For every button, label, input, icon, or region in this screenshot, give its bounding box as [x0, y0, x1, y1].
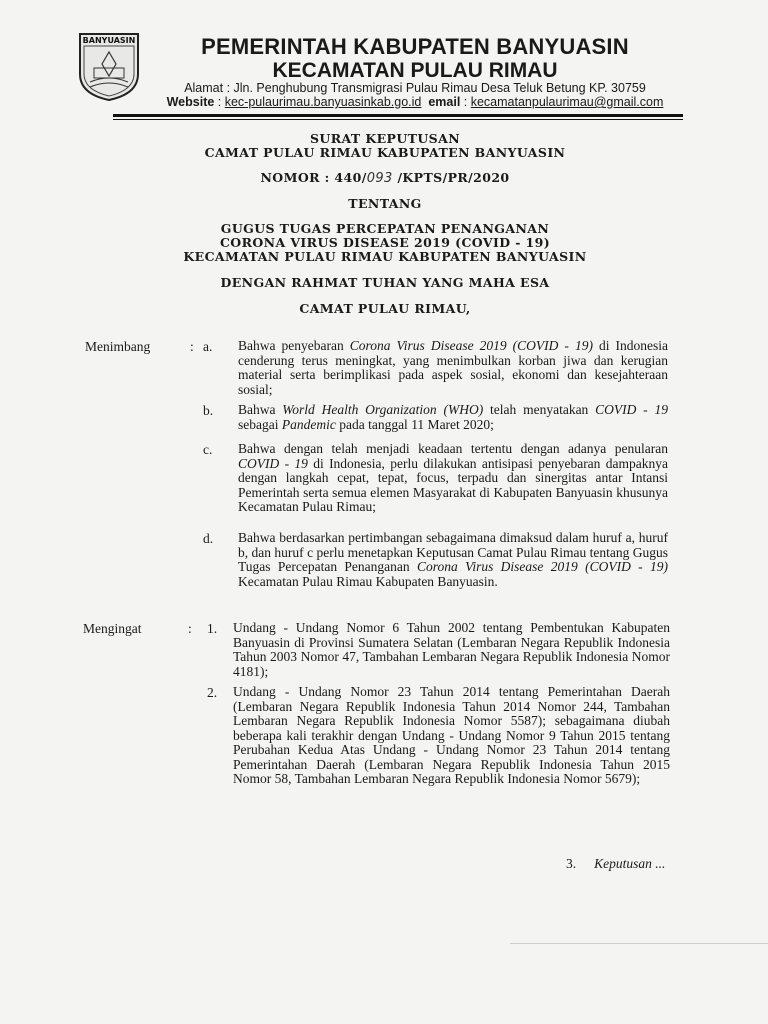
subject-line-3: KECAMATAN PULAU RIMAU KABUPATEN BANYUASIN: [183, 249, 587, 264]
mengingat-item-2: Undang - Undang Nomor 23 Tahun 2014 tentang Pemerintahan Daerah (Lembaran Negara Republik Indonesia Tahun 2014 Nomor 244, Tambahan Lembaran Negara Republik Indonesia Nomor 5587); sebagaimana diubah beberapa kali terakhir dengan Undang - Undang Nomor 9 Tahun 2015 tentang Perubahan Kedua Atas Undang - Undang Nomor 23 Tahun 2014 tentang Pemerintahan Daerah (Lembaran Negara Republik Indonesia Tahun 2015 Nomor 58, Tambahan Lembaran Negara Republik Indonesia Nomor 5679);: [233, 684, 670, 786]
header-line-1: PEMERINTAH KABUPATEN BANYUASIN: [201, 34, 629, 59]
emblem-text: BANYUASIN: [82, 36, 136, 45]
header-rule-thin: [113, 119, 683, 120]
header-rule-thick: [113, 114, 683, 117]
doc-issuer: CAMAT PULAU RIMAU KABUPATEN BANYUASIN: [204, 145, 566, 160]
continuation-text: Keputusan ...: [594, 856, 666, 871]
doc-type: SURAT KEPUTUSAN: [309, 131, 461, 146]
banyuasin-emblem: [76, 30, 142, 102]
menimbang-item-a: Bahwa penyebaran Corona Virus Disease 2019 (COVID - 19) di Indonesia cenderung terus meningkat, yang menimbulkan korban jiwa dan kerugian material serta berimplikasi pada aspek sosial, ekonomi dan kesejahteraan sosial;: [238, 338, 668, 397]
doc-number-suffix: /KPTS/PR/2020: [392, 170, 510, 185]
mengingat-number-1: 1.: [207, 621, 218, 636]
menimbang-letter-d: d.: [203, 531, 214, 546]
menimbang-item-b: Bahwa World Health Organization (WHO) telah menyatakan COVID - 19 sebagai Pandemic pada tanggal 11 Maret 2020;: [238, 402, 668, 432]
mengingat-number-2: 2.: [207, 685, 218, 700]
menimbang-letter-a: a.: [203, 339, 213, 354]
menimbang-item-c: Bahwa dengan telah menjadi keadaan tertentu dengan adanya penularan COVID - 19 di Indonesia, perlu dilakukan antisipasi penyebaran dampaknya dengan langkah cepat, tepat, focus, terpadu dan sinergitas antar Intansi Pemerintah serta semua elemen Masyarakat di Kabupaten Banyuasin khusunya Kecamatan Pulau Rimau;: [238, 441, 668, 514]
website-link[interactable]: kec-pulaurimau.banyuasinkab.go.id: [224, 95, 422, 109]
header-contact: Website : kec-pulaurimau.banyuasinkab.go.id email : kecamatanpulaurimau@gmail.com: [166, 95, 664, 109]
header-line-2: KECAMATAN PULAU RIMAU: [272, 59, 558, 82]
header-address: Alamat : Jln. Penghubung Transmigrasi Pulau Rimau Desa Teluk Betung KP. 30759: [184, 81, 646, 95]
email-link[interactable]: kecamatanpulaurimau@gmail.com: [470, 95, 664, 109]
doc-number-handwritten: 093: [366, 171, 393, 186]
subject-line-2: CORONA VIRUS DISEASE 2019 (COVID - 19): [219, 235, 551, 250]
menimbang-label: Menimbang: [85, 339, 151, 354]
menimbang-letter-b: b.: [203, 403, 214, 418]
menimbang-item-d: Bahwa berdasarkan pertimbangan sebagaimana dimaksud dalam huruf a, huruf b, dan huruf c perlu menetapkan Keputusan Camat Pulau Rimau tentang Gugus Tugas Percepatan Penanganan Corona Virus Disease 2019 (COVID - 19) Kecamatan Pulau Rimau Kabupaten Banyuasin.: [238, 530, 668, 589]
doc-number: [120, 170, 650, 186]
page-continuation: [566, 856, 665, 872]
camat-line: CAMAT PULAU RIMAU,: [299, 301, 471, 316]
mengingat-item-1: Undang - Undang Nomor 6 Tahun 2002 tentang Pembentukan Kabupaten Banyuasin di Provinsi Sumatera Selatan (Lembaran Negara Republik Indonesia Tahun 2003 Nomor 47, Tambahan Lembaran Negara Republik Indonesia Nomor 4181);: [233, 620, 670, 679]
rahmat-line: DENGAN RAHMAT TUHAN YANG MAHA ESA: [220, 275, 550, 290]
continuation-number: 3.: [566, 856, 577, 871]
menimbang-letter-c: c.: [203, 442, 213, 457]
mengingat-colon: :: [188, 621, 192, 636]
email-label: email: [428, 95, 461, 109]
menimbang-colon: :: [190, 339, 194, 354]
mengingat-label: Mengingat: [83, 621, 142, 636]
website-label: Website: [166, 95, 215, 109]
tentang-label: TENTANG: [348, 196, 422, 211]
scan-artifact-line: [510, 943, 768, 944]
subject-line-1: GUGUS TUGAS PERCEPATAN PENANGANAN: [220, 221, 550, 236]
doc-number-prefix: NOMOR : 440/: [260, 170, 367, 185]
